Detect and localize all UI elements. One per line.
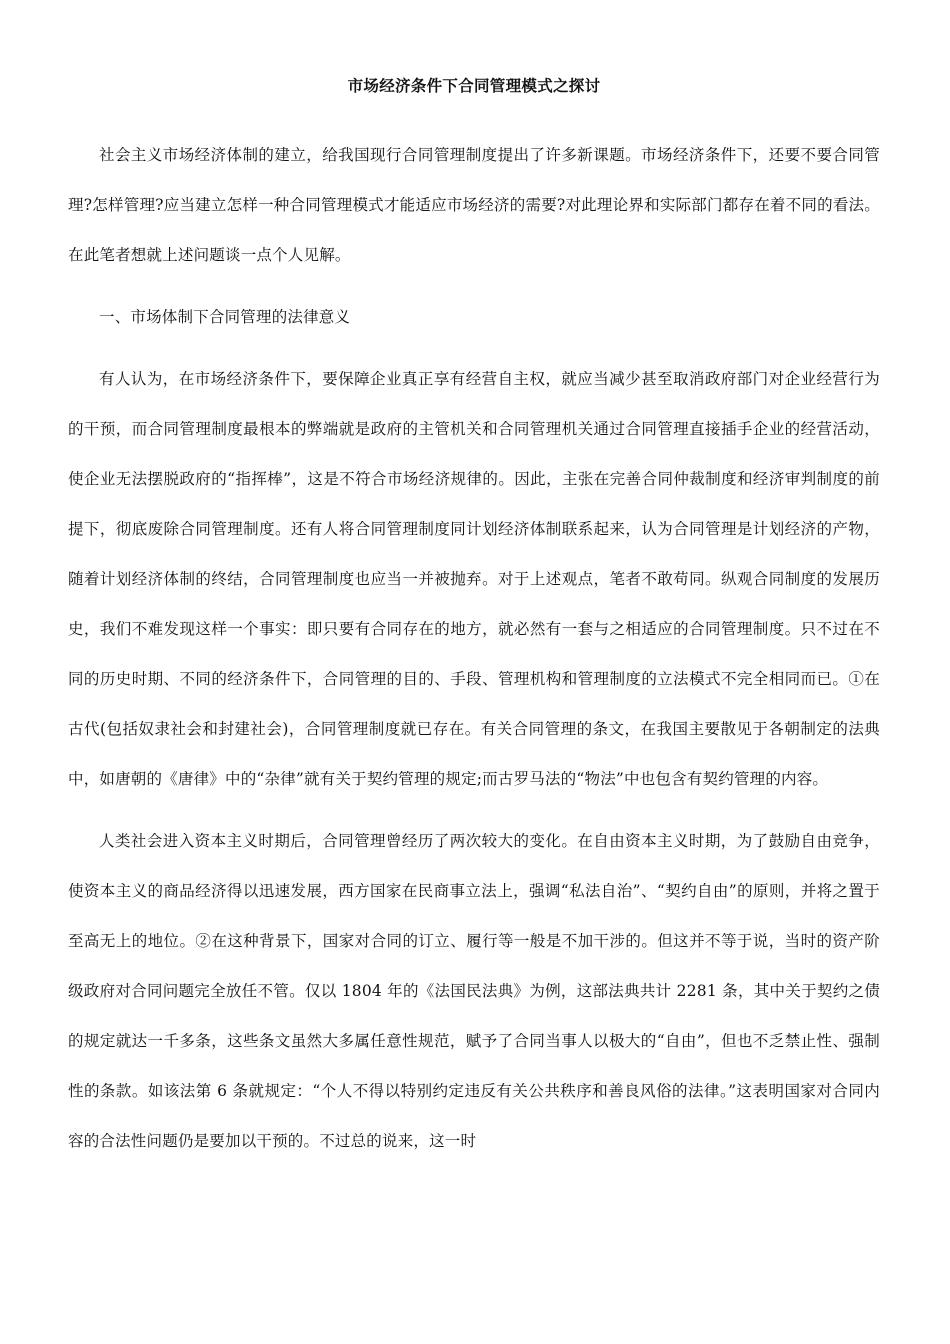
document-page xyxy=(68,72,880,1178)
document-title: 市场经济条件下合同管理模式之探讨 xyxy=(347,76,601,95)
body-paragraph: 人类社会进入资本主义时期后，合同管理曾经历了两次较大的变化。在自由资本主义时期，为了鼓励自由竞争，使资本主义的商品经济得以迅速发展，西方国家在民商事立法上，强调“私法自治”、“契约自由”的原则，并将之置于至高无上的地位。②在这种背景下，国家对合同的订立、履行等一般是不加干涉的。但这并不等于说，当时的资产阶级政府对合同问题完全放任不管。仅以 1804 年的《法国民法典》为例，这部法典共计 2281 条，其中关于契约之债的规定就达一千多条，这些条文虽然大多属任意性规范，赋予了合同当事人以极大的“自由”，但也不乏禁止性、强制性的条款。如该法第 6 条就规定：“个人不得以特别约定违反有关公共秩序和善良风俗的法律。”这表明国家对合同内容的合法性问题仍是要加以干预的。不过总的说来，这一时 xyxy=(68,832,880,1150)
intro-paragraph: 社会主义市场经济体制的建立，给我国现行合同管理制度提出了许多新课题。市场经济条件下，还要不要合同管理?怎样管理?应当建立怎样一种合同管理模式才能适应市场经济的需要?对此理论界和实际部门都存在着不同的看法。在此笔者想就上述问题谈一点个人见解。 xyxy=(68,146,880,264)
body-paragraph: 有人认为，在市场经济条件下，要保障企业真正享有经营自主权，就应当减少甚至取消政府部门对企业经营行为的干预，而合同管理制度最根本的弊端就是政府的主管机关和合同管理机关通过合同管理直接插手企业的经营活动，使企业无法摆脱政府的“指挥棒”，这是不符合市场经济规律的。因此，主张在完善合同仲裁制度和经济审判制度的前提下，彻底废除合同管理制度。还有人将合同管理制度同计划经济体制联系起来，认为合同管理是计划经济的产物，随着计划经济体制的终结，合同管理制度也应当一并被抛弃。对于上述观点，笔者不敢苟同。纵观合同制度的发展历史，我们不难发现这样一个事实：即只要有合同存在的地方，就必然有一套与之相适应的合同管理制度。只不过在不同的历史时期、不同的经济条件下，合同管理的目的、手段、管理机构和管理制度的立法模式不完全相同而已。①在古代(包括奴隶社会和封建社会)，合同管理制度就已存在。有关合同管理的条文，在我国主要散见于各朝制定的法典中，如唐朝的《唐律》中的“杂律”就有关于契约管理的规定;而古罗马法的“物法”中也包含有契约管理的内容。 xyxy=(68,370,880,788)
section-heading: 一、市场体制下合同管理的法律意义 xyxy=(99,308,351,326)
